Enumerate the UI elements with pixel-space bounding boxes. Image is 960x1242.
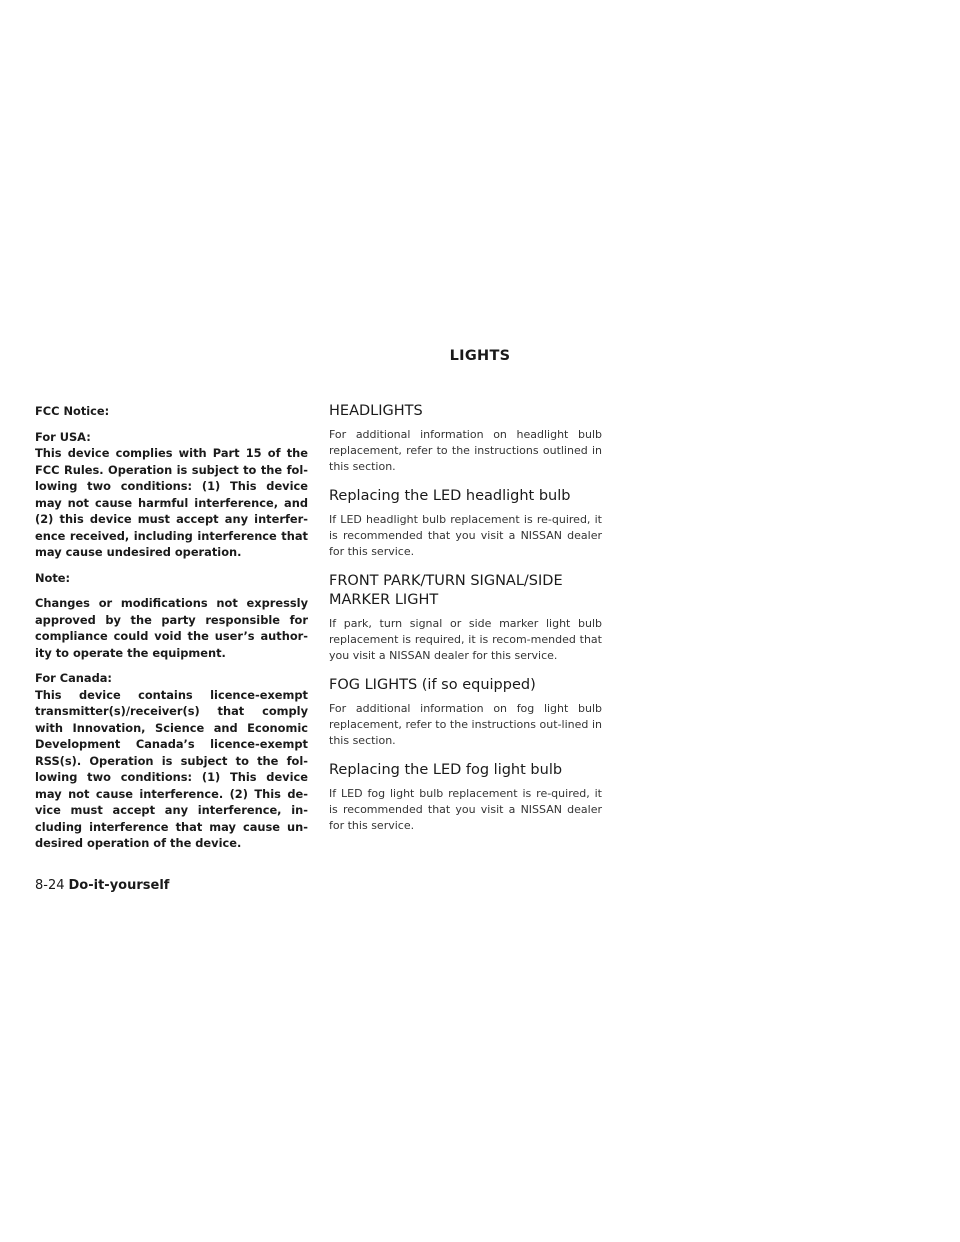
fog-lights-title: FOG LIGHTS (if so equipped) [329,677,536,693]
headlights-text: For additional information on headlight bulb replacement, refer to the instructions outlined in this section. [329,428,602,473]
page-footer [35,878,169,893]
section-title: LIGHTS [449,348,511,364]
note-heading: Note: [35,570,71,585]
chapter-title: Do-it-yourself [68,878,170,893]
fog-lights-text: For additional information on fog light bulb replacement, refer to the instructions out-lined in this section. [329,702,602,747]
led-fog-text: If LED fog light bulb replacement is re-quired, it is recommended that you visit a NISSAN dealer for this service. [329,787,602,832]
right-column [329,402,602,834]
led-headlight-text: If LED headlight bulb replacement is re-quired, it is recommended that you visit a NISSAN dealer for this service. [329,513,602,558]
canada-paragraph: For Canada: This device contains licence-exempt transmitter(s)/receiver(s) that comply with Innovation, Science and Economic Development Canada’s licence-exempt RSS(s). Operation is subject to the fol-lowing two conditions: (1) This device may not cause interference. (2) This de-vice must accept any interference, in-cluding interference that may cause un-desired operation of the device. [35,671,308,850]
fcc-notice-heading: FCC Notice: [35,404,110,418]
front-park-text: If park, turn signal or side marker light bulb replacement is required, it is recom-mended that you visit a NISSAN dealer for this service. [329,617,602,662]
front-park-title: FRONT PARK/TURN SIGNAL/SIDE MARKER LIGHT [329,573,563,608]
led-headlight-title: Replacing the LED headlight bulb [329,488,571,504]
page-number: 8-24 [35,878,65,893]
left-column [35,403,308,861]
led-fog-title: Replacing the LED fog light bulb [329,762,563,778]
usa-paragraph: For USA: This device complies with Part 15 of the FCC Rules. Operation is subject to the fol-lowing two conditions: (1) This device may not cause harmful interference, and (2) this device must accept any interfer-ence received, including interference that may cause undesired operation. [35,429,308,559]
headlights-title: HEADLIGHTS [329,403,423,419]
note-paragraph: Changes or modifications not expressly approved by the party responsible for compliance could void the user’s author-ity to operate the equipment. [35,596,308,660]
